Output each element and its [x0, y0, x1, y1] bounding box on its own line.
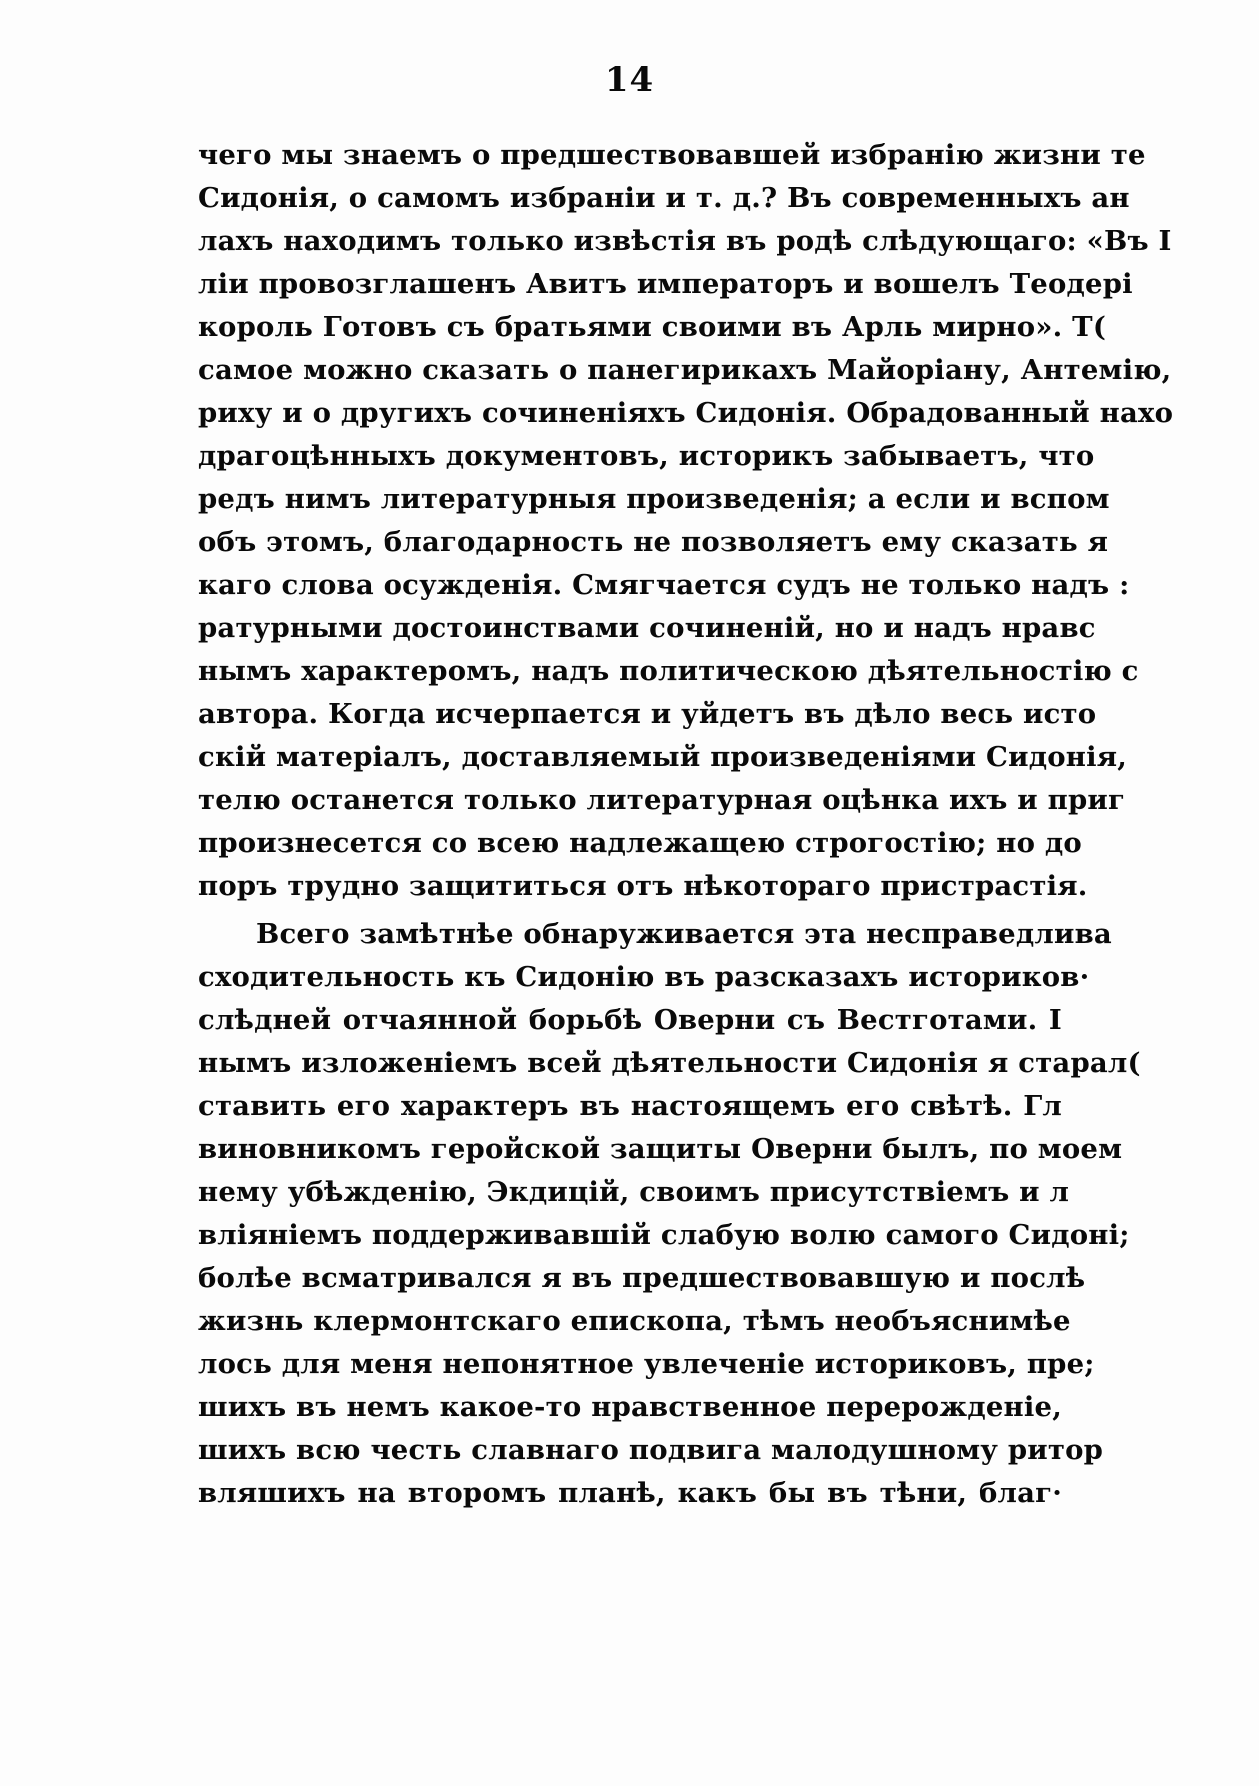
text-line: поръ трудно защититься отъ нѣкотораго пристрастія. [198, 870, 1088, 902]
text-line: слѣдней отчаянной борьбѣ Оверни съ Вестготами. І [198, 1004, 1062, 1036]
text-line: лось для меня непонятное увлеченіе историковъ, пре; [198, 1348, 1095, 1380]
text-line: нему убѣжденію, Экдицій, своимъ присутствіемъ и л [198, 1176, 1070, 1208]
text-line: шихъ всю честь славнаго подвига малодушному ритор [198, 1434, 1104, 1466]
text-line: телю останется только литературная оцѣнка ихъ и приг [198, 784, 1126, 816]
text-line: болѣе всматривался я въ предшествовавшую и послѣ [198, 1262, 1086, 1294]
text-line: вліяніемъ поддерживавшій слабую волю самого Сидоні; [198, 1219, 1130, 1251]
text-line: каго слова осужденія. Смягчается судъ не только надъ : [198, 569, 1130, 601]
text-line: сходительность къ Сидонію въ разсказахъ историков· [198, 961, 1090, 993]
text-line: ратурными достоинствами сочиненій, но и надъ нравс [198, 612, 1096, 644]
text-line: драгоцѣнныхъ документовъ, историкъ забываетъ, что [198, 440, 1095, 472]
text-line: лахъ находимъ только извѣстія въ родѣ слѣдующаго: «Въ I [198, 225, 1172, 257]
text-line: произнесется со всею надлежащею строгостію; но до [198, 827, 1082, 859]
text-line: король Готовъ съ братьями своими въ Арль мирно». Т( [198, 311, 1107, 343]
text-line: самое можно сказать о панегирикахъ Майоріану, Антемію, [198, 354, 1172, 386]
text-line: жизнь клермонтскаго епископа, тѣмъ необъяснимѣе [198, 1305, 1071, 1337]
text-line: риху и о другихъ сочиненіяхъ Сидонія. Обрадованный нахо [198, 397, 1174, 429]
text-line: скій матеріалъ, доставляемый произведеніями Сидонія, [198, 741, 1128, 773]
text-line: виновникомъ геройской защиты Оверни былъ, по моем [198, 1133, 1123, 1165]
text-line: нымъ характеромъ, надъ политическою дѣятельностію с [198, 655, 1139, 687]
text-line: ліи провозглашенъ Авитъ императоръ и вошелъ Теодері [198, 268, 1133, 300]
text-line: нымъ изложеніемъ всей дѣятельности Сидонія я старал( [198, 1047, 1141, 1079]
text-line: Сидонія, о самомъ избраніи и т. д.? Въ современныхъ ан [198, 182, 1130, 214]
text-line: ставить его характеръ въ настоящемъ его свѣтѣ. Гл [198, 1090, 1062, 1122]
text-line: автора. Когда исчерпается и уйдетъ въ дѣло весь исто [198, 698, 1097, 730]
text-line: шихъ въ немъ какое-то нравственное перерожденіе, [198, 1391, 1062, 1423]
text-line: вляшихъ на второмъ планѣ, какъ бы въ тѣни, благ· [198, 1477, 1062, 1509]
page-number: 14 [604, 60, 655, 100]
text-line: Всего замѣтнѣе обнаруживается эта несправедлива [256, 918, 1112, 950]
text-line: чего мы знаемъ о предшествовавшей избранію жизни те [198, 139, 1146, 171]
text-line: редъ нимъ литературныя произведенія; а если и вспом [198, 483, 1110, 515]
text-line: объ этомъ, благодарность не позволяетъ ему сказать я [198, 526, 1109, 558]
